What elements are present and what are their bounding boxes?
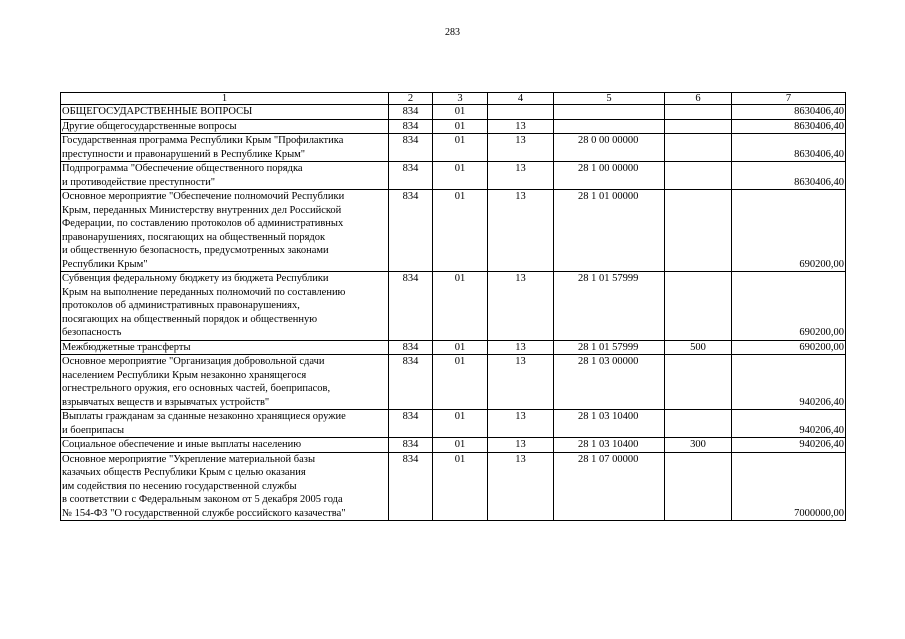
table-row xyxy=(61,134,846,162)
target-article-cell: 28 1 01 00000 xyxy=(554,190,665,272)
admin-code-cell: 834 xyxy=(389,410,433,438)
target-article-cell: 28 1 03 00000 xyxy=(554,355,665,410)
section-cell: 01 xyxy=(433,355,488,410)
section-cell: 01 xyxy=(433,272,488,341)
row-name-cell: Выплаты гражданам за сданные незаконно хранящиеся оружие и боеприпасы xyxy=(61,410,389,438)
target-article-cell xyxy=(554,119,665,134)
table-row xyxy=(61,119,846,134)
row-name-cell: Социальное обеспечение и иные выплаты населению xyxy=(61,438,389,453)
subsection-cell: 13 xyxy=(488,272,554,341)
expense-type-cell xyxy=(665,272,732,341)
table-header-row xyxy=(61,93,846,105)
section-cell: 01 xyxy=(433,162,488,190)
header-cell: 2 xyxy=(389,93,433,105)
table-row xyxy=(61,190,846,272)
subsection-cell: 13 xyxy=(488,355,554,410)
table-row xyxy=(61,355,846,410)
admin-code-cell: 834 xyxy=(389,452,433,521)
row-name-cell: Государственная программа Республики Крым "Профилактика преступности и правонарушений в Республике Крым" xyxy=(61,134,389,162)
target-article-cell: 28 1 01 57999 xyxy=(554,340,665,355)
subsection-cell: 13 xyxy=(488,119,554,134)
amount-cell: 690200,00 xyxy=(732,272,846,341)
section-cell: 01 xyxy=(433,190,488,272)
amount-cell: 8630406,40 xyxy=(732,162,846,190)
section-cell: 01 xyxy=(433,119,488,134)
subsection-cell: 13 xyxy=(488,162,554,190)
admin-code-cell: 834 xyxy=(389,340,433,355)
header-cell: 6 xyxy=(665,93,732,105)
header-cell: 7 xyxy=(732,93,846,105)
page-number: 283 xyxy=(445,27,460,38)
amount-cell: 690200,00 xyxy=(732,190,846,272)
expense-type-cell: 500 xyxy=(665,340,732,355)
row-name-cell: Субвенция федеральному бюджету из бюджета Республики Крым на выполнение переданных полномочий по составлению протоколов об административных правонарушениях, посягающих на общественный порядок и общественную безопасность xyxy=(61,272,389,341)
subsection-cell: 13 xyxy=(488,410,554,438)
target-article-cell: 28 1 01 57999 xyxy=(554,272,665,341)
row-name-cell: Основное мероприятие "Обеспечение полномочий Республики Крым, переданных Министерству внутренних дел Российской Федерации, по составлению протоколов об административных правонарушениях, посягающих на общественный порядок и общественную безопасность, предусмотренных законами Республики Крым" xyxy=(61,190,389,272)
subsection-cell: 13 xyxy=(488,438,554,453)
expense-type-cell xyxy=(665,105,732,120)
amount-cell: 690200,00 xyxy=(732,340,846,355)
section-cell: 01 xyxy=(433,340,488,355)
target-article-cell: 28 1 00 00000 xyxy=(554,162,665,190)
amount-cell: 940206,40 xyxy=(732,438,846,453)
amount-cell: 8630406,40 xyxy=(732,119,846,134)
row-name-cell: Другие общегосударственные вопросы xyxy=(61,119,389,134)
table-row xyxy=(61,162,846,190)
amount-cell: 8630406,40 xyxy=(732,134,846,162)
section-cell: 01 xyxy=(433,105,488,120)
subsection-cell: 13 xyxy=(488,190,554,272)
expense-type-cell xyxy=(665,134,732,162)
subsection-cell: 13 xyxy=(488,340,554,355)
section-cell: 01 xyxy=(433,438,488,453)
header-cell: 1 xyxy=(61,93,389,105)
admin-code-cell: 834 xyxy=(389,272,433,341)
admin-code-cell: 834 xyxy=(389,119,433,134)
subsection-cell: 13 xyxy=(488,452,554,521)
target-article-cell: 28 0 00 00000 xyxy=(554,134,665,162)
header-cell: 4 xyxy=(488,93,554,105)
section-cell: 01 xyxy=(433,452,488,521)
row-name-cell: Основное мероприятие "Укрепление материальной базы казачьих обществ Республики Крым с целью оказания им содействия по несению государственной службы в соответствии с Федеральным законом от 5 декабря 2005 года № 154-ФЗ "О государственной службе российского казачества" xyxy=(61,452,389,521)
expense-type-cell xyxy=(665,452,732,521)
section-cell: 01 xyxy=(433,410,488,438)
table-row xyxy=(61,438,846,453)
table-row xyxy=(61,105,846,120)
subsection-cell: 13 xyxy=(488,134,554,162)
amount-cell: 7000000,00 xyxy=(732,452,846,521)
row-name-cell: Основное мероприятие "Организация добровольной сдачи населением Республики Крым незаконно хранящегося огнестрельного оружия, его основных частей, боеприпасов, взрывчатых веществ и взрывчатых устройств" xyxy=(61,355,389,410)
expense-type-cell xyxy=(665,119,732,134)
target-article-cell xyxy=(554,105,665,120)
expense-type-cell xyxy=(665,190,732,272)
amount-cell: 8630406,40 xyxy=(732,105,846,120)
expense-type-cell xyxy=(665,410,732,438)
table-row xyxy=(61,340,846,355)
row-name-cell: ОБЩЕГОСУДАРСТВЕННЫЕ ВОПРОСЫ xyxy=(61,105,389,120)
row-name-cell: Подпрограмма "Обеспечение общественного порядка и противодействие преступности" xyxy=(61,162,389,190)
admin-code-cell: 834 xyxy=(389,355,433,410)
table-row xyxy=(61,272,846,341)
table-row xyxy=(61,452,846,521)
expense-type-cell xyxy=(665,355,732,410)
target-article-cell: 28 1 03 10400 xyxy=(554,410,665,438)
admin-code-cell: 834 xyxy=(389,190,433,272)
admin-code-cell: 834 xyxy=(389,134,433,162)
admin-code-cell: 834 xyxy=(389,105,433,120)
target-article-cell: 28 1 07 00000 xyxy=(554,452,665,521)
expense-type-cell xyxy=(665,162,732,190)
table-row xyxy=(61,410,846,438)
header-cell: 3 xyxy=(433,93,488,105)
header-cell: 5 xyxy=(554,93,665,105)
amount-cell: 940206,40 xyxy=(732,355,846,410)
section-cell: 01 xyxy=(433,134,488,162)
budget-table xyxy=(60,92,846,521)
target-article-cell: 28 1 03 10400 xyxy=(554,438,665,453)
subsection-cell xyxy=(488,105,554,120)
row-name-cell: Межбюджетные трансферты xyxy=(61,340,389,355)
amount-cell: 940206,40 xyxy=(732,410,846,438)
admin-code-cell: 834 xyxy=(389,162,433,190)
expense-type-cell: 300 xyxy=(665,438,732,453)
admin-code-cell: 834 xyxy=(389,438,433,453)
